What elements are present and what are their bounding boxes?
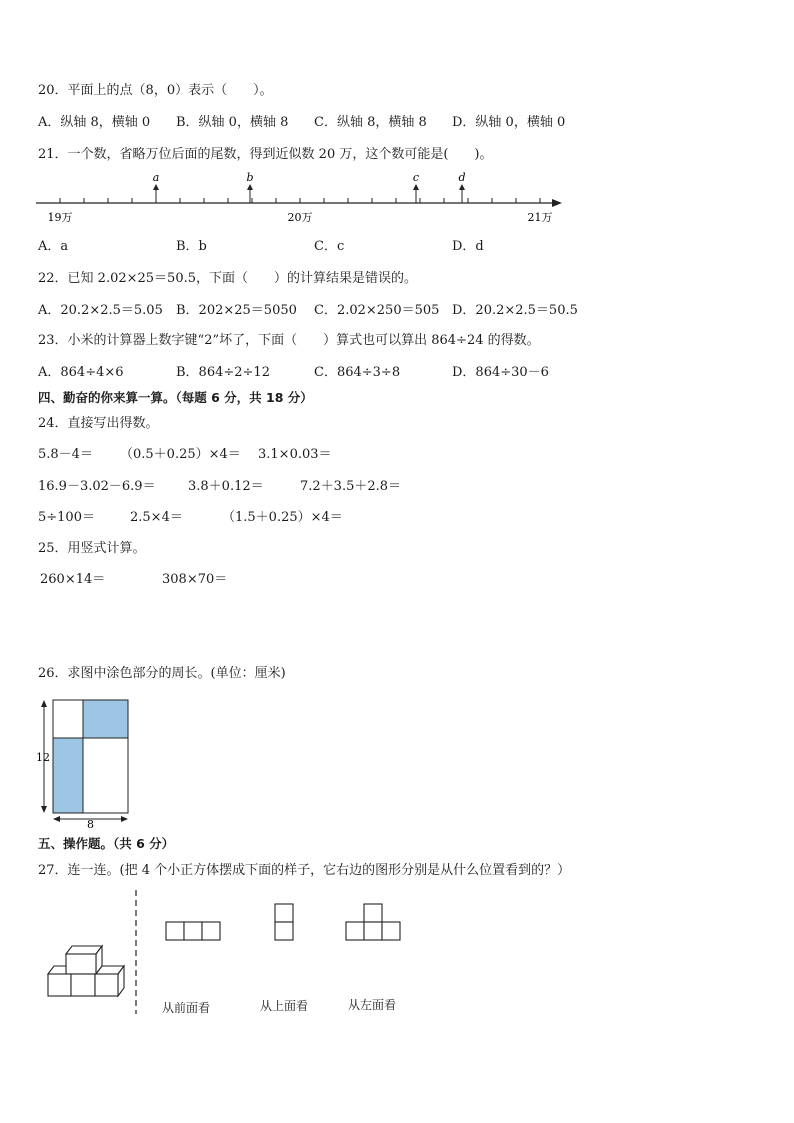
- q23-option-a: A．864÷4×6: [38, 365, 124, 380]
- q22-option-a: A．20.2×2.5＝5.05: [38, 303, 163, 318]
- shaded-rectangle-figure: [34, 693, 138, 829]
- axis-arrow-icon: [552, 199, 562, 207]
- q20-option-d: D．纵轴 0，横轴 0: [452, 115, 566, 130]
- q24-expr: 2.5×4＝: [130, 510, 183, 525]
- q25-stem: 25．用竖式计算。: [38, 541, 146, 556]
- section-5-heading: 五、操作题。（共 6 分）: [38, 836, 175, 851]
- arrow-down-icon: [41, 806, 47, 813]
- q22-option-c: C．2.02×250＝505: [314, 303, 440, 318]
- section-4-heading: 四、勤奋的你来算一算。（每题 6 分，共 18 分）: [38, 390, 313, 405]
- arrow-left-icon: [53, 816, 60, 822]
- width-label: 8: [87, 818, 94, 829]
- q24-expr: （0.5＋0.25）×4＝: [120, 447, 241, 462]
- q23-option-b: B．864÷2÷12: [176, 365, 270, 380]
- shaded-region-left: [53, 738, 83, 813]
- q24-expr: 5÷100＝: [38, 510, 95, 525]
- q20-option-a: A．纵轴 8，横轴 0: [38, 115, 151, 130]
- point-a-label: a: [152, 171, 160, 184]
- q26-stem: 26．求图中涂色部分的周长。(单位：厘米): [38, 666, 286, 681]
- q24-expr: 3.1×0.03＝: [258, 447, 332, 462]
- q27-stem: 27．连一连。(把 4 个小正方体摆成下面的样子，它右边的图形分别是从什么位置看到的？）: [38, 863, 571, 878]
- q22-option-d: D．20.2×2.5＝50.5: [452, 303, 578, 318]
- q21-option-c: C．c: [314, 239, 345, 254]
- point-c-label: c: [412, 171, 420, 184]
- view-label-left: 从左面看: [348, 998, 397, 1012]
- q24-expr: 5.8－4＝: [38, 447, 93, 462]
- axis-label-19: 19万: [47, 211, 73, 224]
- view-shape-t-shape: [344, 902, 402, 942]
- q20-option-b: B．纵轴 0，横轴 8: [176, 115, 289, 130]
- q20-option-c: C．纵轴 8，横轴 8: [314, 115, 427, 130]
- view-label-top: 从上面看: [260, 999, 309, 1013]
- axis-label-21: 21万: [527, 211, 553, 224]
- point-d-label: d: [458, 171, 466, 184]
- arrow-right-icon: [121, 816, 128, 822]
- q21-option-b: B．b: [176, 239, 207, 254]
- q25-expr: 260×14＝: [40, 572, 106, 587]
- q21-option-d: D．d: [452, 239, 484, 254]
- q23-option-c: C．864÷3÷8: [314, 365, 401, 380]
- q24-expr: 7.2＋3.5＋2.8＝: [300, 479, 402, 494]
- view-shape-three-in-row: [164, 920, 222, 942]
- q24-expr: 3.8＋0.12＝: [188, 479, 264, 494]
- q24-expr: （1.5＋0.25）×4＝: [222, 510, 343, 525]
- view-label-front: 从前面看: [162, 1001, 211, 1015]
- q23-stem: 23．小米的计算器上数字键“2”坏了，下面（ ）算式也可以算出 864÷24 的得数。: [38, 333, 540, 348]
- number-line: [30, 168, 570, 230]
- shaded-region-top: [83, 700, 128, 738]
- q21-stem: 21．一个数，省略万位后面的尾数，得到近似数 20 万，这个数可能是( )。: [38, 147, 493, 162]
- q25-expr: 308×70＝: [162, 572, 228, 587]
- cube-stack-figure: [44, 936, 128, 1002]
- q22-option-b: B．202×25＝5050: [176, 303, 297, 318]
- q20-stem: 20．平面上的点（8，0）表示（ ）。: [38, 83, 273, 98]
- point-b-label: b: [246, 171, 254, 184]
- divider-dashed-line: [133, 890, 139, 1014]
- q23-option-d: D．864÷30－6: [452, 365, 549, 380]
- view-shape-two-stacked: [273, 902, 295, 942]
- q24-stem: 24．直接写出得数。: [38, 416, 159, 431]
- q21-option-a: A．a: [38, 239, 69, 254]
- q24-expr: 16.9－3.02－6.9＝: [38, 479, 156, 494]
- arrow-up-icon: [41, 700, 47, 707]
- axis-label-20: 20万: [287, 211, 313, 224]
- height-label: 12: [36, 751, 50, 764]
- q22-stem: 22．已知 2.02×25＝50.5，下面（ ）的计算结果是错误的。: [38, 271, 417, 286]
